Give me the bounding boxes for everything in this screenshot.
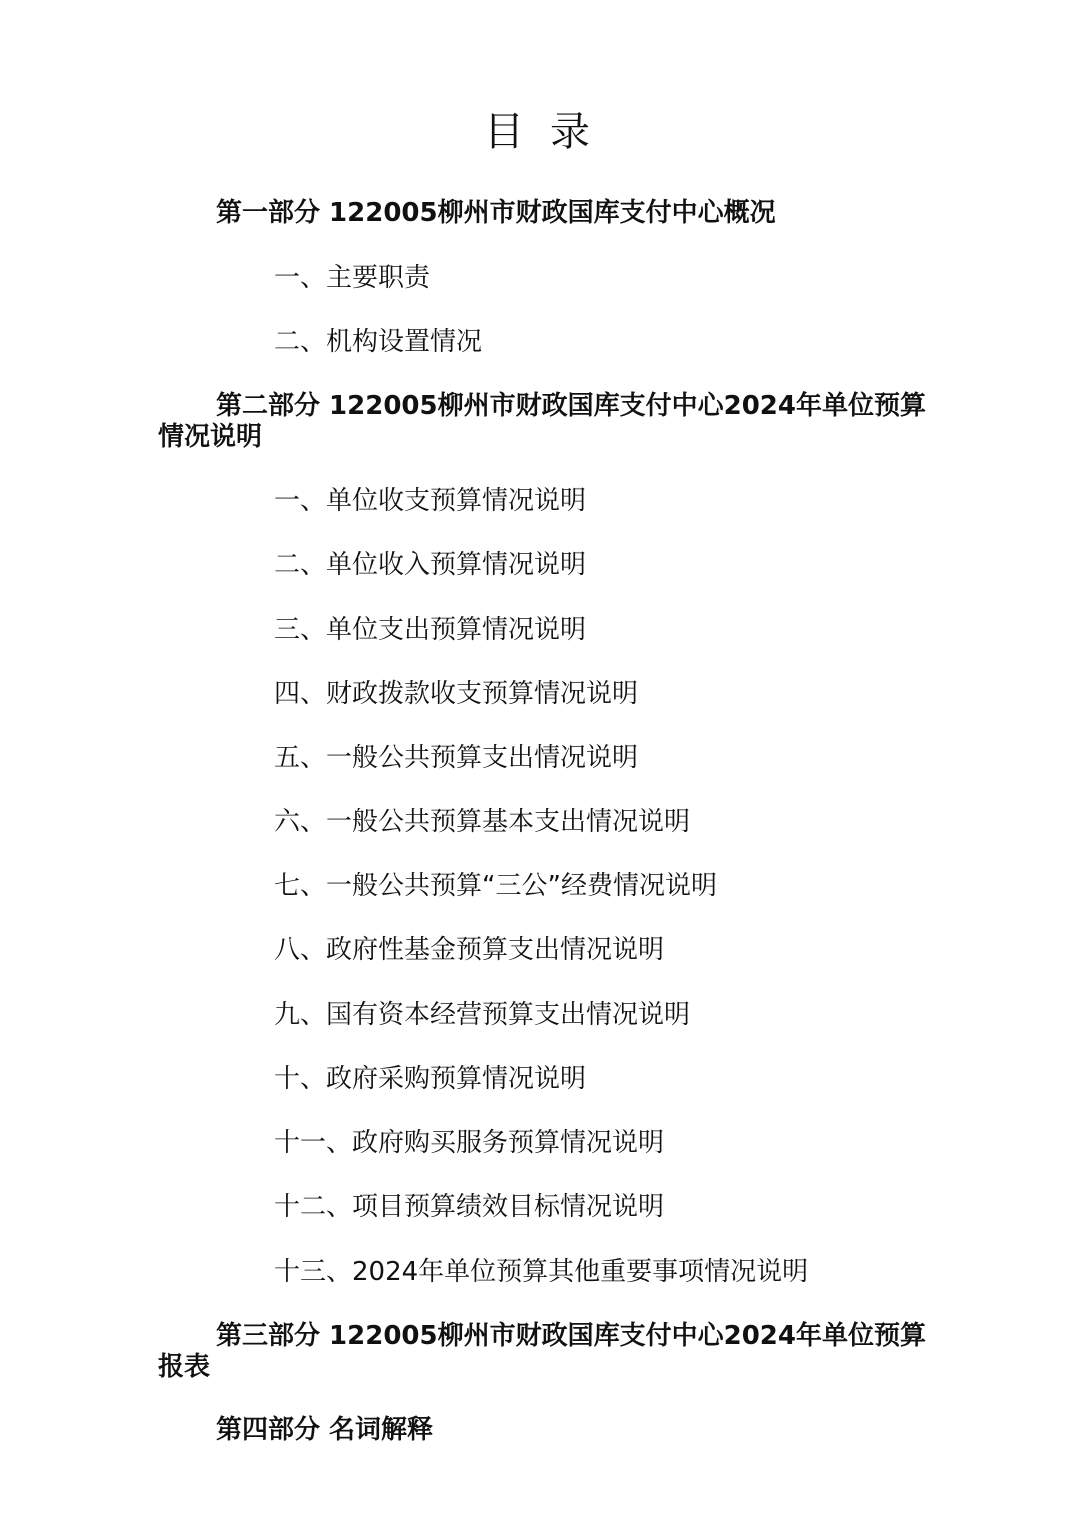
toc-item-2-12: 十二、项目预算绩效目标情况说明: [274, 1192, 665, 1222]
toc-part-3: 第三部分 122005柳州市财政国库支付中心2024年单位预算报表: [158, 1321, 926, 1382]
toc-item-2-5: 五、一般公共预算支出情况说明: [274, 743, 639, 773]
toc-item-2-2: 二、单位收入预算情况说明: [274, 550, 587, 580]
toc-item-main-duties: 一、主要职责: [274, 263, 431, 293]
toc-item-2-11: 十一、政府购买服务预算情况说明: [274, 1128, 665, 1158]
page-title: 目录: [484, 109, 616, 155]
toc-item-2-9: 九、国有资本经营预算支出情况说明: [274, 1000, 691, 1030]
toc-item-2-1: 一、单位收支预算情况说明: [274, 486, 587, 516]
toc-item-2-6: 六、一般公共预算基本支出情况说明: [274, 807, 691, 837]
toc-item-2-3: 三、单位支出预算情况说明: [274, 615, 587, 645]
toc-item-2-4: 四、财政拨款收支预算情况说明: [274, 679, 639, 709]
toc-item-2-8: 八、政府性基金预算支出情况说明: [274, 935, 665, 965]
toc-item-organization: 二、机构设置情况: [274, 327, 483, 357]
toc-part-1: 第一部分 122005柳州市财政国库支付中心概况: [216, 198, 776, 228]
toc-part-4: 第四部分 名词解释: [216, 1415, 434, 1445]
toc-item-2-10: 十、政府采购预算情况说明: [274, 1064, 587, 1094]
toc-item-2-13: 十三、2024年单位预算其他重要事项情况说明: [274, 1257, 809, 1287]
toc-item-2-7: 七、一般公共预算“三公”经费情况说明: [274, 871, 717, 901]
toc-part-2: 第二部分 122005柳州市财政国库支付中心2024年单位预算情况说明: [158, 391, 926, 452]
